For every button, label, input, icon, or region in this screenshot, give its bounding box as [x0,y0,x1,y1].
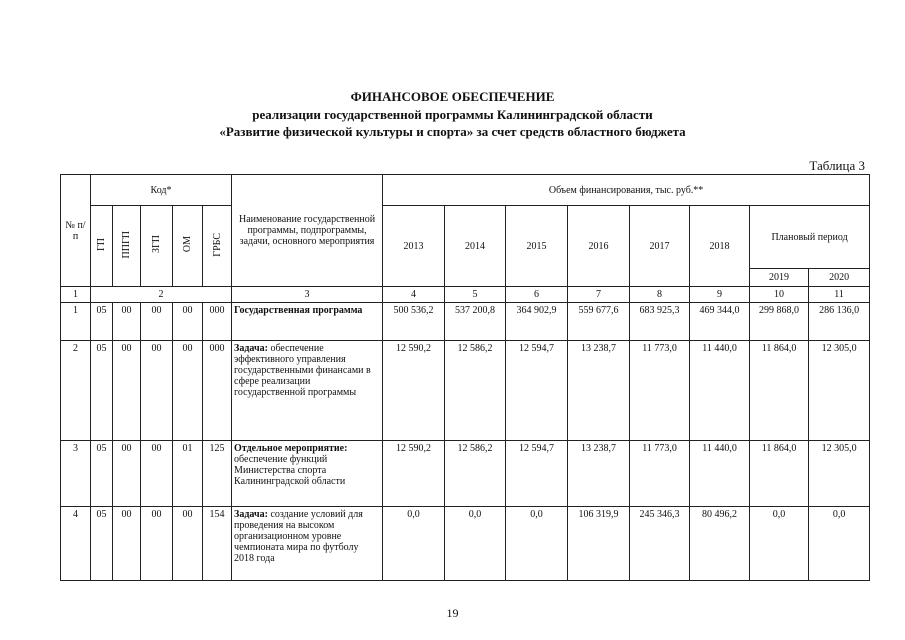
header-code-gp-label: ГП [96,237,107,251]
column-index: 7 [568,287,630,303]
code-om: 00 [173,303,203,341]
value-2013: 0,0 [383,507,445,581]
code-zgp: 00 [141,303,173,341]
code-ppgp: 00 [113,441,141,507]
value-2013: 12 590,2 [383,341,445,441]
row-number: 4 [61,507,91,581]
header-year-2015: 2015 [506,206,568,287]
code-zgp: 00 [141,441,173,507]
value-2017: 11 773,0 [630,341,690,441]
header-year-2013: 2013 [383,206,445,287]
header-num-label: № п/п [65,219,86,242]
document-subtitle-line-1: реализации государственной программы Калининградской области [252,107,653,122]
column-index: 4 [383,287,445,303]
value-2019: 11 864,0 [750,341,809,441]
header-funding-group-label: Объем финансирования, тыс. руб.** [548,184,704,196]
header-code-om-label: ОМ [182,236,193,253]
value-2019: 11 864,0 [750,441,809,507]
header-code-ppgp [113,206,141,287]
column-index: 11 [809,287,870,303]
header-code-zgp-label: ЗГП [151,235,162,254]
column-index: 3 [232,287,383,303]
header-year-2014: 2014 [445,206,506,287]
column-index-row [61,287,870,303]
row-name-rest: обеспечение эффективного управления государственными финансами в сфере реализации государственной программы [234,343,371,398]
code-om: 01 [173,441,203,507]
document-title: ФИНАНСОВОЕ ОБЕСПЕЧЕНИЕ [350,89,555,104]
row-name [232,341,383,441]
code-grbs: 000 [203,341,232,441]
code-ppgp: 00 [113,303,141,341]
value-2019: 299 868,0 [750,303,809,341]
value-2020: 0,0 [809,507,870,581]
value-2016: 13 238,7 [568,441,630,507]
row-name [232,303,383,341]
code-gp: 05 [91,341,113,441]
header-name-label: Наименование государственной программы, подпрограммы, задачи, основного мероприятия [239,214,376,247]
code-zgp: 00 [141,341,173,441]
row-name-bold: Государственная программа [234,305,363,316]
header-code-zgp [141,206,173,287]
table-row [61,341,870,441]
value-2016: 106 319,9 [568,507,630,581]
table-label: Таблица 3 [809,158,865,173]
column-index: 5 [445,287,506,303]
code-om: 00 [173,507,203,581]
code-gp: 05 [91,507,113,581]
row-name-bold: Отдельное мероприятие: [234,443,348,454]
header-funding-group [383,175,870,206]
row-number: 2 [61,341,91,441]
value-2019: 0,0 [750,507,809,581]
value-2018: 80 496,2 [690,507,750,581]
value-2017: 11 773,0 [630,441,690,507]
header-planned-period: Плановый период [750,206,870,269]
header-year-2017: 2017 [630,206,690,287]
header-code-grbs-label: ГРБС [211,232,223,257]
value-2015: 12 594,7 [506,441,568,507]
column-index: 9 [690,287,750,303]
code-om: 00 [173,341,203,441]
code-gp: 05 [91,303,113,341]
value-2015: 0,0 [506,507,568,581]
row-name-rest: обеспечение функций Министерства спорта Калининградской области [234,454,346,487]
value-2014: 537 200,8 [445,303,506,341]
value-2013: 500 536,2 [383,303,445,341]
value-2020: 12 305,0 [809,441,870,507]
code-grbs: 154 [203,507,232,581]
row-name-bold: Задача: [234,343,268,354]
document-subtitle-line-2: «Развитие физической культуры и спорта» за счет средств областного бюджета [219,124,686,139]
row-number: 3 [61,441,91,507]
table-row [61,441,870,507]
column-index: 1 [61,287,91,303]
header-year-2020: 2020 [809,269,870,287]
value-2020: 286 136,0 [809,303,870,341]
code-grbs: 125 [203,441,232,507]
value-2014: 0,0 [445,507,506,581]
value-2015: 12 594,7 [506,341,568,441]
value-2017: 245 346,3 [630,507,690,581]
row-name-rest: создание условий для проведения на высоком организационном уровне чемпионата мира по футболу 2018 года [234,509,363,564]
value-2014: 12 586,2 [445,441,506,507]
page-number: 19 [446,606,459,620]
value-2013: 12 590,2 [383,441,445,507]
header-code-om [173,206,203,287]
header-year-2016: 2016 [568,206,630,287]
column-index: 10 [750,287,809,303]
value-2016: 13 238,7 [568,341,630,441]
value-2016: 559 677,6 [568,303,630,341]
header-code-grbs [203,206,232,287]
value-2018: 11 440,0 [690,441,750,507]
column-index: 2 [91,287,232,303]
table-row [61,507,870,581]
column-index: 6 [506,287,568,303]
value-2017: 683 925,3 [630,303,690,341]
row-name [232,507,383,581]
code-ppgp: 00 [113,507,141,581]
code-grbs: 000 [203,303,232,341]
code-gp: 05 [91,441,113,507]
value-2014: 12 586,2 [445,341,506,441]
header-code-ppgp-label: ППГП [121,230,132,259]
header-name [232,175,383,287]
code-zgp: 00 [141,507,173,581]
header-year-2019: 2019 [750,269,809,287]
row-number: 1 [61,303,91,341]
value-2018: 11 440,0 [690,341,750,441]
table-row [61,303,870,341]
column-index: 8 [630,287,690,303]
value-2015: 364 902,9 [506,303,568,341]
funding-table [60,174,870,581]
row-name [232,441,383,507]
value-2018: 469 344,0 [690,303,750,341]
code-ppgp: 00 [113,341,141,441]
header-num [61,175,91,287]
row-name-bold: Задача: [234,509,268,520]
value-2020: 12 305,0 [809,341,870,441]
header-year-2018: 2018 [690,206,750,287]
header-code-group-label: Код* [150,184,172,196]
header-code-gp [91,206,113,287]
header-code-group [91,175,232,206]
